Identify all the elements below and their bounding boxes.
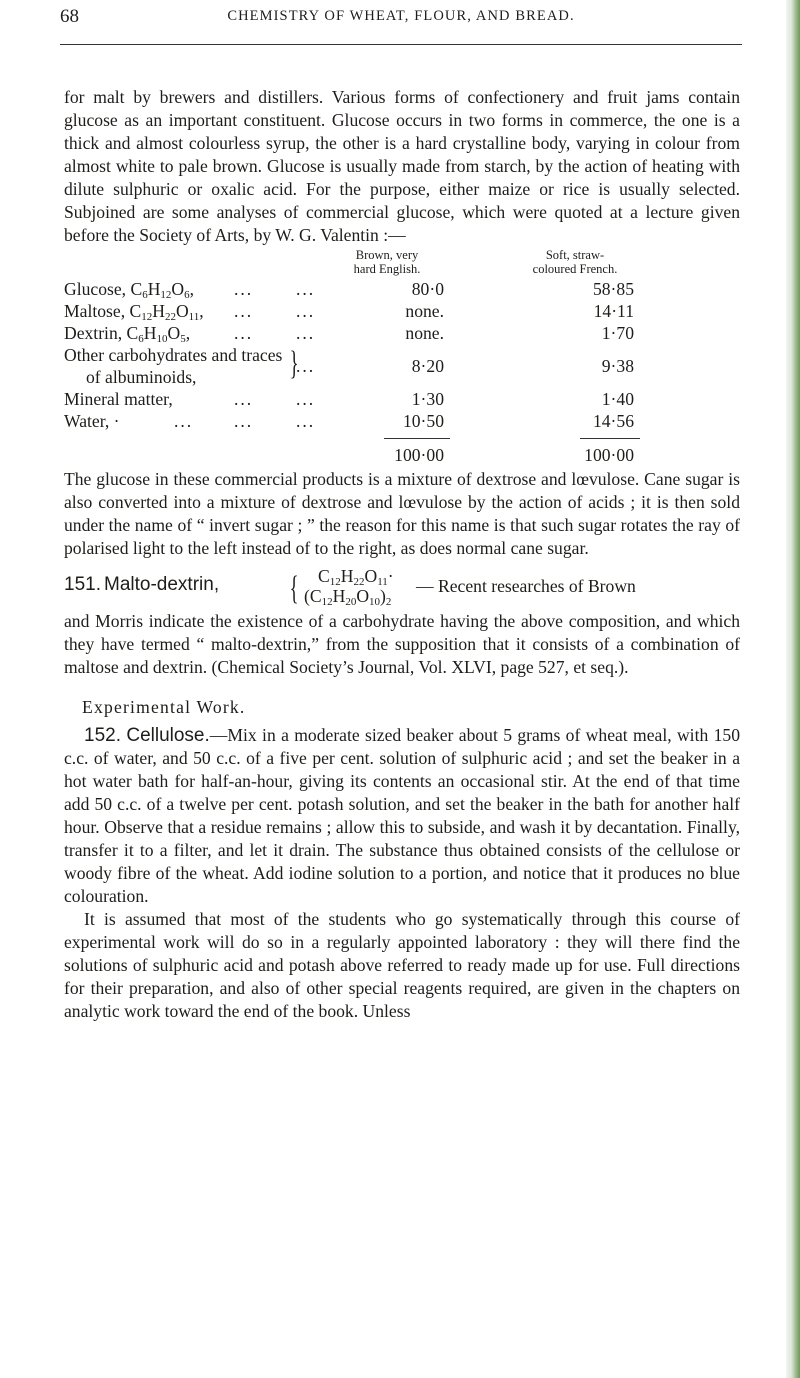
paragraph-cellulose: 152. Cellulose.—Mix in a moderate sized beaker about 5 grams of wheat meal, with 150 c.c. of water, and 50 c.c. of a five per cent. solution of sulphuric acid ; and set the beaker in a hot water bath for half-an-hour, giving its contents an occasional stir. At the end of that time add 50 c.c. of a twelve per cent. potash solution, and set the beaker in the bath for another half hour. Observe that a residue remains ; allow this to subside, and wash it by decantation. Finally, transfer it to a filter, and let it drain. The substance thus obtained consists of the cellulose or woody fibre of the wheat. Add iodine solution to a portion, and notice that it produces no blue colouration. — [64, 725, 740, 906]
paragraph-intro: for malt by brewers and distillers. Various forms of confectionery and fruit jams contain glucose as an important constituent. Glucose occurs in two forms in commerce, the one is a thick and almost colourless syrup, the other is a hard crystalline body, varying in colour from almost white to pale brown. Glucose is usually made from starch, by the action of heating with dilute sulphuric or oxalic acid. For the purpose, either maize or rice is usually selected. Subjoined are some analyses of commercial glucose, which were quoted at a lecture given before the Society of Arts, by W. G. Valentin :— — [64, 87, 740, 245]
section-151-heading-line: 151. Malto-dextrin, { $C_{12}H_{22}O_{11}\cdot$ $(C_{12}H_{20}O_{10})_2$ — Recent researches of Brown — [64, 566, 636, 608]
section-151-lead: — Recent researches of Brown — [416, 576, 636, 596]
glucose-analysis-table: Brown, very hard English. Soft, straw- coloured French. Glucose, $C_6H_{12}O_6$, ... ... 80·0 58·85 Maltose, $C_{12}H_{22}O_{11}$, ... ... none. 14·11 Dextrin, $C_6H_{10}O_5$, ... ... none. 1·70 Other carbohydrates and traces of albuminoids, } ... 8·20 9·38 Mineral matter, ... ... 1·30 1·40 Water, · ... ... ... 10·50 14·56 100·00 100·00 — [64, 248, 740, 468]
page-body — [64, 86, 740, 1023]
section-number: 151. — [64, 574, 101, 595]
paragraph-glucose-mixture: The glucose in these commercial products is a mixture of dextrose and lœvulose. Cane sugar is also converted into a mixture of dextrose and lœvulose by the action of acids ; it is then sold under the name of “ invert sugar ; ” the reason for this name is that such sugar rotates the ray of polarised light to the left instead of to the right, as does normal cane sugar. — [64, 469, 740, 558]
value-soft: 14·56 — [592, 411, 634, 431]
brace-icon: } — [289, 345, 299, 382]
value-soft: 9·38 — [601, 356, 634, 376]
value-brown: 10·50 — [402, 411, 444, 431]
total-soft: 100·00 — [584, 445, 634, 465]
experimental-work-heading: Experimental Work. — [82, 697, 246, 717]
row-label: Maltose, $C_{12}H_{22}O_{11}$, — [64, 301, 204, 323]
row-label: Glucose, $C_6H_{12}O_6$, — [64, 279, 195, 301]
brace-icon: { — [289, 570, 299, 607]
row-label-continued: of albuminoids, — [86, 367, 197, 387]
value-brown: none. — [405, 301, 444, 321]
column-header-brown: Brown, very hard English. — [353, 248, 421, 276]
column-header-soft: Soft, straw- coloured French. — [532, 248, 618, 276]
value-brown: 1·30 — [411, 389, 444, 409]
table-row: Other carbohydrates and traces of albuminoids, } ... 8·20 9·38 — [64, 345, 634, 387]
value-brown: 80·0 — [411, 279, 444, 299]
page-number: 68 — [60, 6, 79, 27]
sum-rule — [580, 438, 640, 439]
row-label: Dextrin, $C_6H_{10}O_5$, — [64, 323, 191, 345]
row-label: Other carbohydrates and traces — [64, 345, 283, 365]
page-edge-strip — [786, 0, 800, 1378]
page-header — [60, 0, 742, 46]
paragraph-malto-dextrin: and Morris indicate the existence of a carbohydrate having the above composition, and which they have termed “ malto-dextrin,” from the supposition that it consists of a combination of maltose and dextrin. (Chemical Society’s Journal, Vol. XLVI, page 527, et seq.). — [64, 611, 740, 677]
row-label: Mineral matter, — [64, 389, 173, 409]
value-brown: none. — [405, 323, 444, 343]
value-soft: 1·70 — [601, 323, 634, 343]
value-soft: 58·85 — [592, 279, 634, 299]
section-title: Malto-dextrin, — [104, 574, 220, 595]
running-head: CHEMISTRY OF WHEAT, FLOUR, AND BREAD. — [227, 8, 575, 24]
total-brown: 100·00 — [394, 445, 444, 465]
value-soft: 14·11 — [593, 301, 634, 321]
value-brown: 8·20 — [411, 356, 444, 376]
sum-rule — [384, 438, 450, 439]
header-rule — [60, 44, 742, 45]
row-label: Water, · — [64, 411, 120, 431]
paragraph-laboratory: It is assumed that most of the students who go systematically through this course of experimental work will do so in a regularly appointed laboratory : they will there find the solutions of sulphuric acid and potash above referred to ready made up for use. Full directions for their preparation, and also of other special reagents required, are given in the chapters on analytic work toward the end of the book. Unless — [64, 909, 740, 1021]
value-soft: 1·40 — [601, 389, 634, 409]
